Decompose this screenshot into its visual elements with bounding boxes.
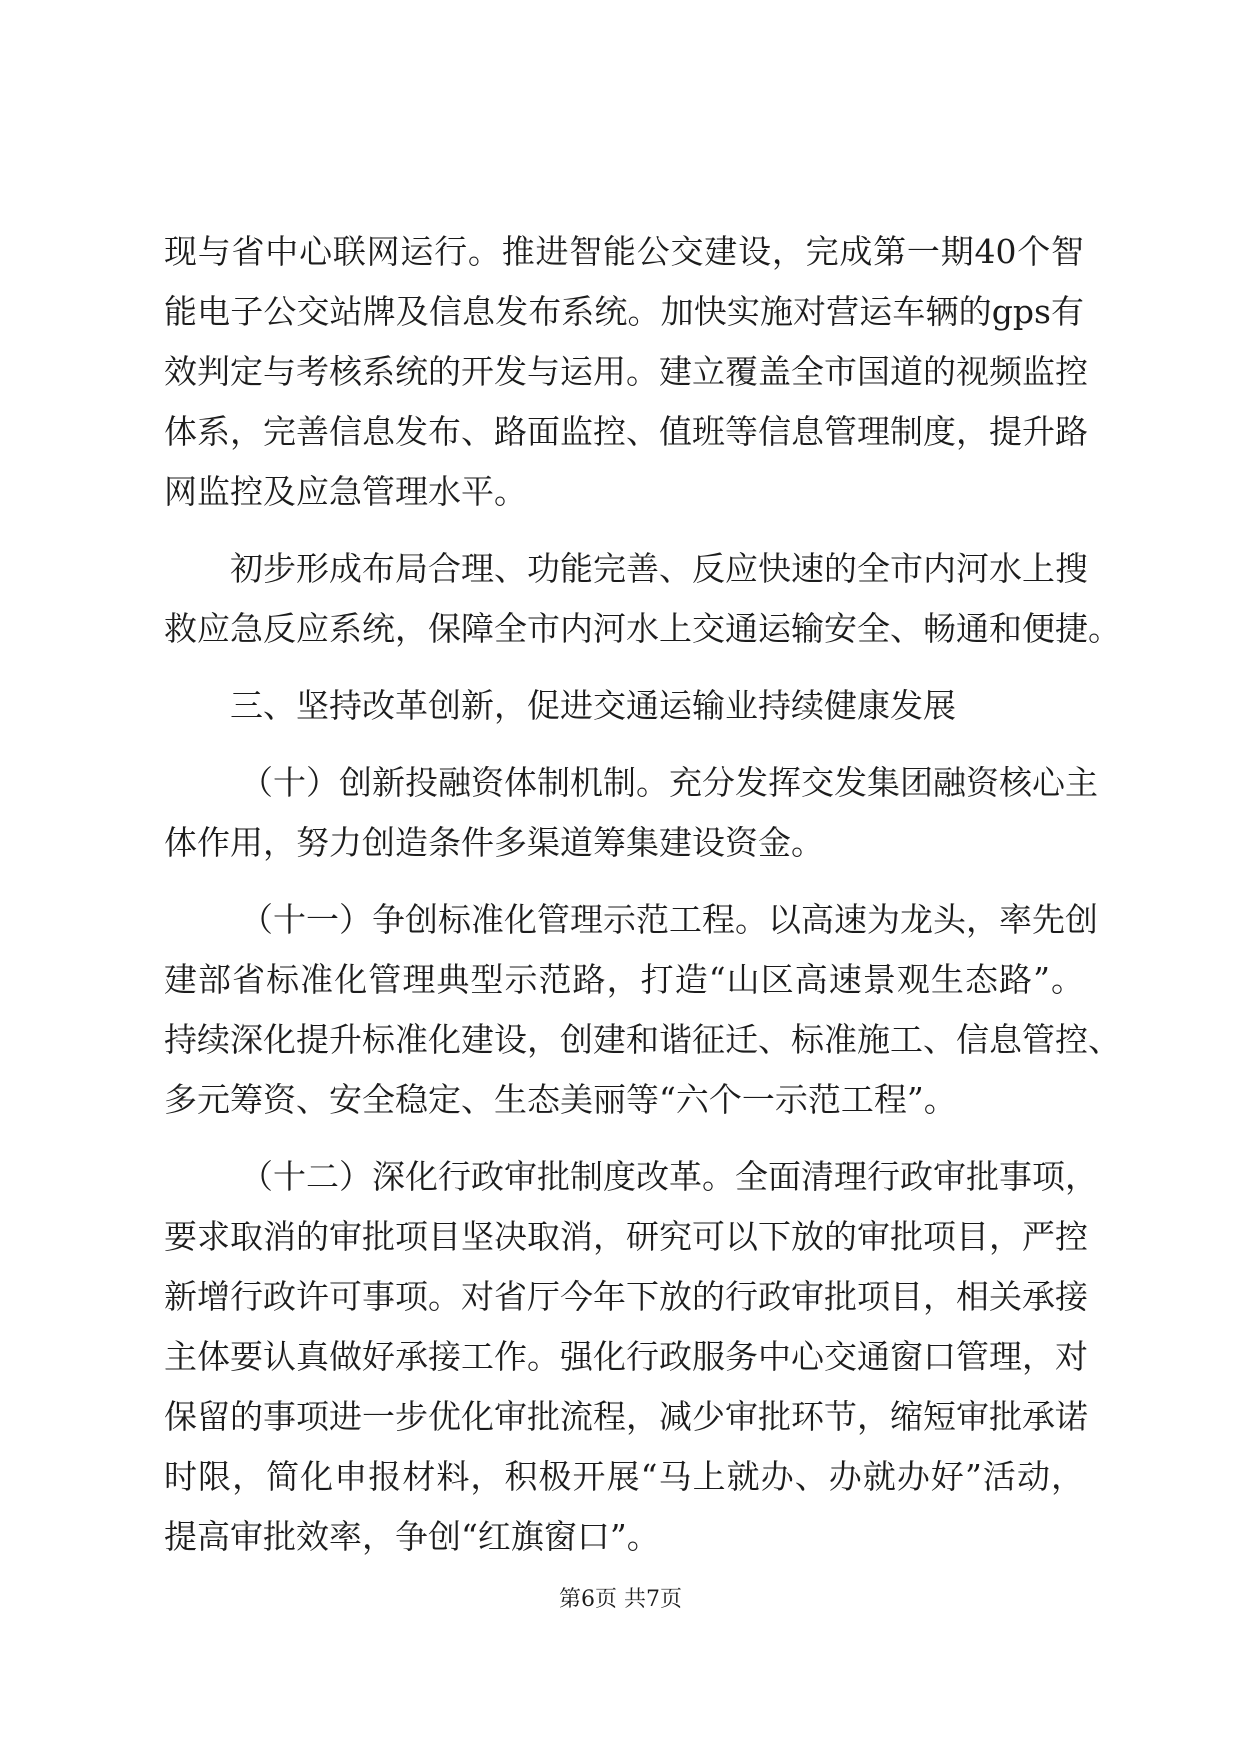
section-heading-reform-innovation <box>164 676 1084 736</box>
paragraph-item-12 <box>164 1147 1098 1567</box>
text-line: （十）创新投融资体制机制。充分发挥交发集团融资核心主 <box>240 763 1098 802</box>
document-body <box>164 222 1121 1567</box>
text-line: 现与省中心联网运行。推进智能公交建设，完成第一期40个智 <box>164 232 1084 271</box>
text-line: 主体要认真做好承接工作。强化行政服务中心交通窗口管理，对 <box>164 1337 1088 1376</box>
section-heading: 三、坚持改革创新，促进交通运输业持续健康发展 <box>230 686 956 725</box>
text-line: 要求取消的审批项目坚决取消，研究可以下放的审批项目，严控 <box>164 1217 1088 1256</box>
text-line: （十一）争创标准化管理示范工程。以高速为龙头，率先创 <box>240 900 1098 939</box>
text-line: 能电子公交站牌及信息发布系统。加快实施对营运车辆的gps有 <box>164 292 1084 331</box>
text-line: 效判定与考核系统的开发与运用。建立覆盖全市国道的视频监控 <box>164 352 1088 391</box>
text-line: 新增行政许可事项。对省厅今年下放的行政审批项目，相关承接 <box>164 1277 1088 1316</box>
text-line: 建部省标准化管理典型示范路，打造“山区高速景观生态路”。 <box>164 960 1084 999</box>
text-line: 体作用，努力创造条件多渠道筹集建设资金。 <box>164 823 824 862</box>
paragraph-item-11 <box>164 890 1121 1130</box>
text-line: 初步形成布局合理、功能完善、反应快速的全市内河水上搜 <box>230 549 1088 588</box>
text-line: 体系，完善信息发布、路面监控、值班等信息管理制度，提升路 <box>164 412 1088 451</box>
text-line: 保留的事项进一步优化审批流程，减少审批环节，缩短审批承诺 <box>164 1397 1088 1436</box>
paragraph-network-monitoring <box>164 222 1088 522</box>
page-number-footer: 第6页 共7页 <box>559 1587 682 1612</box>
text-line: 时限，简化申报材料，积极开展“马上就办、办就办好”活动， <box>164 1457 1084 1496</box>
paragraph-water-rescue <box>164 539 1121 659</box>
text-line: 网监控及应急管理水平。 <box>164 472 527 511</box>
text-line: （十二）深化行政审批制度改革。全面清理行政审批事项， <box>240 1157 1098 1196</box>
text-line: 多元筹资、安全稳定、生态美丽等“六个一示范工程”。 <box>164 1080 957 1119</box>
text-line: 提高审批效率，争创“红旗窗口”。 <box>164 1517 660 1556</box>
paragraph-item-10 <box>164 753 1098 873</box>
text-line: 持续深化提升标准化建设，创建和谐征迁、标准施工、信息管控、 <box>164 1020 1121 1059</box>
text-line: 救应急反应系统，保障全市内河水上交通运输安全、畅通和便捷。 <box>164 609 1121 648</box>
